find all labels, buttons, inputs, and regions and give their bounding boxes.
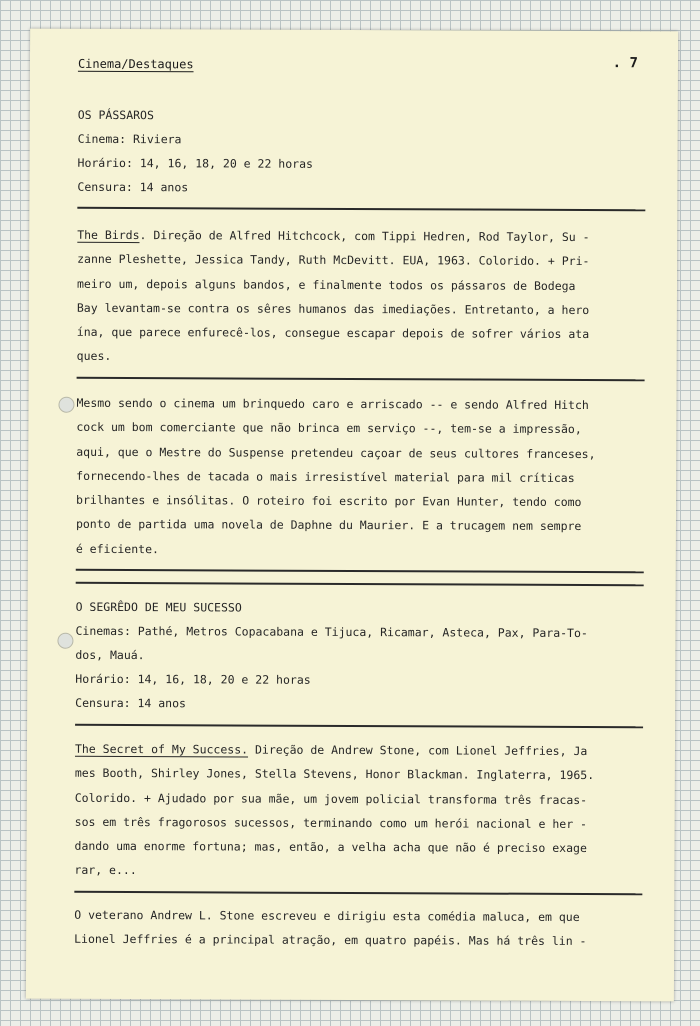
- movie-title: OS PÁSSAROS: [77, 107, 154, 123]
- synopsis-line: dando uma enorme fortuna; mas, então, a velha acha que não é preciso exage: [74, 838, 587, 856]
- rating-info: Censura: 14 anos: [77, 179, 189, 195]
- typewritten-page: [26, 29, 678, 1002]
- review-line: cock um bom comerciante que não brinca em serviço --, tem-se a impressão,: [76, 420, 582, 437]
- divider: [76, 569, 644, 573]
- cinema-info: Cinema: Riviera: [77, 131, 182, 147]
- review-line: Lionel Jeffries é a principal atração, em quatro papéis. Mas há três lin -: [74, 932, 587, 949]
- synopsis-line: The Secret of My Success. Direção de Andrew Stone, com Lionel Jeffries, Ja: [74, 741, 588, 759]
- divider: [74, 891, 642, 895]
- synopsis-secret: [74, 737, 645, 885]
- review-line: O veterano Andrew L. Stone escreveu e dirigiu esta comédia maluca, em que: [74, 907, 580, 924]
- section-label: Cinema/Destaques: [77, 56, 194, 72]
- synopsis-line: Colorido. + Ajudado por sua mãe, um jovem policial transforma três fracas-: [74, 790, 588, 807]
- review-line: aqui, que o Mestre do Suspense pretendeu caçoar de seus cultores franceses,: [76, 444, 596, 461]
- synopsis-line: meiro um, depois alguns bandos, e finalmente todos os pássaros de Bodega: [76, 276, 576, 293]
- original-title: The Secret of My Success.: [74, 741, 249, 757]
- review-secret: [74, 903, 644, 954]
- page-header: [78, 53, 638, 77]
- cinemas-info: Cinemas: Pathé, Metros Copacabana e Tijuca, Ricamar, Asteca, Pax, Para-To-: [75, 623, 588, 641]
- punch-hole: [57, 633, 73, 649]
- review-line: ponto de partida uma novela de Daphne du Maurier. E a trucagem nem sempre: [75, 517, 582, 534]
- synopsis-line: mes Booth, Shirley Jones, Stella Stevens, Honor Blackman. Inglaterra, 1965.: [74, 766, 595, 783]
- divider: [76, 582, 644, 586]
- synopsis-line: ína, que parece enfurecê-los, consegue escapar depois de sofrer vários ata: [76, 324, 590, 342]
- review-line: fornecendo-lhes de tacada o mais irresistível material para mil críticas: [76, 468, 575, 485]
- review-birds: [76, 391, 647, 564]
- divider: [77, 207, 645, 211]
- review-line: brilhantes e insólitas. O roteiro foi escrito por Evan Hunter, tendo como: [76, 492, 582, 510]
- rating-info: Censura: 14 anos: [75, 695, 186, 711]
- review-line: Mesmo sendo o cinema um brinquedo caro e arriscado -- e sendo Alfred Hitch: [76, 395, 589, 413]
- original-title: The Birds: [77, 227, 140, 243]
- movie-title: O SEGRÊDO DE MEU SUCESSO: [75, 599, 242, 615]
- divider: [75, 724, 643, 728]
- synopsis-line: Bay levantam-se contra os sêres humanos das imediações. Entretanto, a hero: [76, 300, 590, 317]
- schedule-info: Horário: 14, 16, 18, 20 e 22 horas: [77, 155, 313, 171]
- cinemas-info: dos, Mauá.: [75, 647, 145, 663]
- movie-info-birds: [77, 103, 647, 201]
- synopsis-line: rar, e...: [74, 863, 137, 878]
- schedule-info: Horário: 14, 16, 18, 20 e 22 horas: [75, 671, 311, 687]
- review-line: é eficiente.: [75, 541, 159, 556]
- divider: [77, 377, 645, 381]
- punch-hole: [58, 397, 74, 413]
- synopsis-line: ques.: [76, 349, 112, 364]
- synopsis-line: zanne Pleshette, Jessica Tandy, Ruth McDevitt. EUA, 1963. Colorido. + Pri-: [77, 252, 590, 269]
- synopsis-birds: [77, 223, 648, 371]
- synopsis-line: sos em três fragorosos sucessos, terminando como um herói nacional e her -: [74, 814, 588, 831]
- synopsis-line: The Birds. Direção de Alfred Hitchcock, com Tippi Hedren, Rod Taylor, Su -: [77, 227, 590, 245]
- movie-info-secret: [75, 595, 646, 717]
- page-number: . 7: [612, 55, 639, 72]
